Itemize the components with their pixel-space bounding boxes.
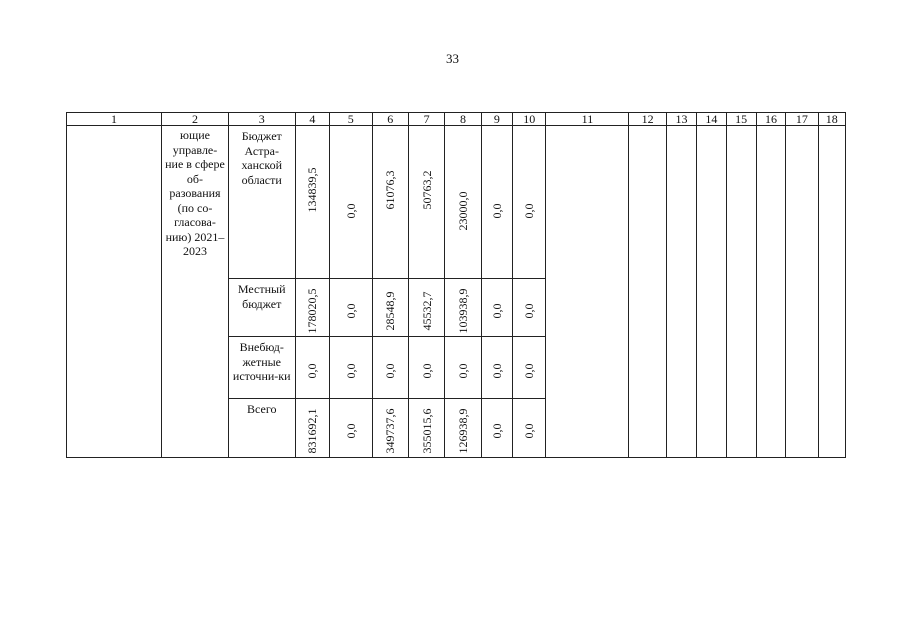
col-header: 16 <box>756 113 785 126</box>
value: 50763,2 <box>419 170 434 210</box>
value: 45532,7 <box>419 291 434 331</box>
value: 134839,5 <box>305 167 320 213</box>
col-header: 13 <box>666 113 696 126</box>
col-header: 8 <box>445 113 481 126</box>
value-cell <box>408 279 444 337</box>
value-cell <box>295 399 329 458</box>
col-header: 12 <box>629 113 666 126</box>
funding-source: Внебюд-жетные источни-ки <box>228 337 295 399</box>
value: 0,0 <box>343 423 358 439</box>
value: 0,0 <box>343 363 358 379</box>
cell-col11 <box>546 126 629 458</box>
col-header: 4 <box>295 113 329 126</box>
cell-col2 <box>162 126 229 458</box>
col-header: 7 <box>408 113 444 126</box>
page-number: 33 <box>446 51 459 66</box>
value-cell <box>372 337 408 399</box>
value: 0,0 <box>489 423 504 439</box>
cell-col18 <box>818 126 845 458</box>
value-cell <box>445 279 481 337</box>
value-cell <box>445 337 481 399</box>
value: 355015,6 <box>419 408 434 454</box>
value: 0,0 <box>383 363 398 379</box>
cell-col15 <box>726 126 756 458</box>
col-header: 6 <box>372 113 408 126</box>
funding-source: Бюджет Астра-ханской области <box>228 126 295 279</box>
value: 0,0 <box>419 363 434 379</box>
value: 0,0 <box>522 423 537 439</box>
value-cell <box>513 399 546 458</box>
value-cell <box>372 279 408 337</box>
col-header: 11 <box>546 113 629 126</box>
value-cell <box>330 337 372 399</box>
col-header: 2 <box>162 113 229 126</box>
col-header: 9 <box>481 113 512 126</box>
value-cell <box>513 126 546 279</box>
value: 0,0 <box>522 203 537 219</box>
value-cell <box>513 337 546 399</box>
value-cell <box>295 126 329 279</box>
col-header: 1 <box>67 113 162 126</box>
value: 126938,9 <box>456 408 471 454</box>
cell-col12 <box>629 126 666 458</box>
col-header: 10 <box>513 113 546 126</box>
value: 0,0 <box>489 203 504 219</box>
value-cell <box>330 399 372 458</box>
cell-col14 <box>697 126 726 458</box>
value-cell <box>408 399 444 458</box>
table-row <box>67 126 846 279</box>
value: 61076,3 <box>383 170 398 210</box>
value-cell <box>330 126 372 279</box>
value: 28548,9 <box>383 291 398 331</box>
value-cell <box>372 126 408 279</box>
value: 23000,0 <box>456 191 471 231</box>
value: 0,0 <box>343 203 358 219</box>
col-header: 18 <box>818 113 845 126</box>
value-cell <box>481 399 512 458</box>
col-header: 5 <box>330 113 372 126</box>
value-cell <box>445 399 481 458</box>
value: 831692,1 <box>305 408 320 454</box>
col-header: 14 <box>697 113 726 126</box>
value-cell <box>408 126 444 279</box>
value: 178020,5 <box>305 288 320 334</box>
value: 0,0 <box>456 363 471 379</box>
funding-source: Местный бюджет <box>228 279 295 337</box>
funding-source: Всего <box>228 399 295 458</box>
value-cell <box>295 279 329 337</box>
value: 0,0 <box>343 303 358 319</box>
value-cell <box>481 126 512 279</box>
executor-text: ющие управле-ние в сфере об-разования (по со-гласова-нию) 2021–2023 <box>165 128 225 258</box>
value: 349737,6 <box>383 408 398 454</box>
value: 0,0 <box>489 303 504 319</box>
value: 0,0 <box>522 303 537 319</box>
value-cell <box>330 279 372 337</box>
budget-table <box>66 112 846 458</box>
cell-col1 <box>67 126 162 458</box>
value: 0,0 <box>522 363 537 379</box>
col-header: 3 <box>228 113 295 126</box>
value-cell <box>372 399 408 458</box>
cell-col16 <box>756 126 785 458</box>
header-row <box>67 113 846 126</box>
value-cell <box>481 279 512 337</box>
value-cell <box>295 337 329 399</box>
col-header: 15 <box>726 113 756 126</box>
cell-col13 <box>666 126 696 458</box>
value: 103938,9 <box>456 288 471 334</box>
value: 0,0 <box>305 363 320 379</box>
value-cell <box>513 279 546 337</box>
value: 0,0 <box>489 363 504 379</box>
col-header: 17 <box>786 113 818 126</box>
value-cell <box>481 337 512 399</box>
value-cell <box>408 337 444 399</box>
value-cell <box>445 126 481 279</box>
cell-col17 <box>786 126 818 458</box>
